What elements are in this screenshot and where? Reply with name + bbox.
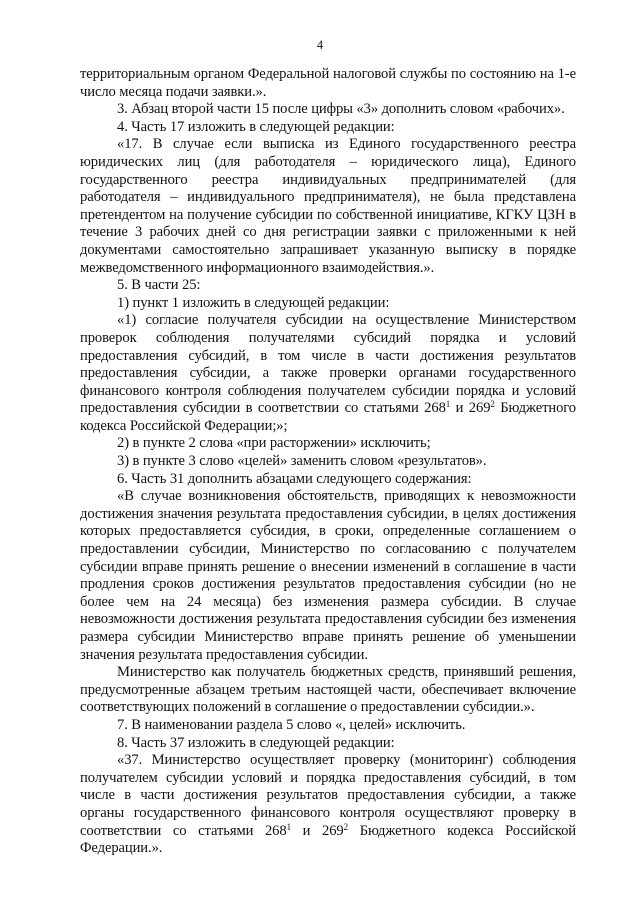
superscript-1: 1 xyxy=(445,399,451,410)
paragraph-15-text-c: Бюджетного кодекса Российской Федерации.». xyxy=(80,822,577,857)
paragraph-15-text-b: и 269 xyxy=(290,822,344,839)
paragraph-14: 8. Часть 37 изложить в следующей редакции: xyxy=(117,734,395,751)
paragraph-12: Министерство как получатель бюджетных средств, принявший решения, предусмотренные абзацем третьим настоящей части, обеспечивает включение соответствующих положений в соглашение о предоставлении субсидии.». xyxy=(80,664,576,716)
superscript-2: 2 xyxy=(490,399,495,410)
paragraph-1: территориальным органом Федеральной налоговой службы по состоянию на 1-е число месяца подачи заявки.». xyxy=(80,66,576,100)
paragraph-3: 4. Часть 17 изложить в следующей редакции: xyxy=(117,118,395,135)
paragraph-13: 7. В наименовании раздела 5 слово «, целей» исключить. xyxy=(117,716,466,733)
document-body xyxy=(80,66,576,858)
paragraph-7 xyxy=(80,312,576,435)
superscript-3: 1 xyxy=(286,821,291,832)
paragraph-11: «В случае возникновения обстоятельств, приводящих к невозможности достижения значения результата предоставления субсидии, в целях достижения которых предоставляется субсидия, в сроки, определенные соглашением о предоставлении субсидии, Министерство по согласованию с получателем субсидии вправе принять решение о внесении изменений в соглашение в части продления сроков достижения результатов предоставления субсидии (но не более чем на 24 месяца) без изменения размера субсидии. В случае невозможности достижения результата предоставления субсидии без изменения размера субсидии Министерство вправе принять решение об уменьшении значения результата предоставления субсидии. xyxy=(80,488,576,663)
paragraph-5: 5. В части 25: xyxy=(117,277,201,294)
paragraph-15 xyxy=(80,752,576,858)
page-number: 4 xyxy=(316,38,324,52)
paragraph-7-text-a: «1) согласие получателя субсидии на осуществление Министерством проверок соблюдения получателями субсидий порядка и условий предоставления субсидий, в том числе в части достижения результатов предоставления субсидии, а также проверки органами государственного финансового контроля соблюдения получателем субсидии порядка и условий предоставления субсидии в соответствии со статьями 268 xyxy=(80,312,576,417)
paragraph-9: 3) в пункте 3 слово «целей» заменить словом «результатов». xyxy=(117,453,487,470)
paragraph-7-text-b: и 269 xyxy=(450,400,491,417)
paragraph-4: «17. В случае если выписка из Единого государственного реестра юридических лиц (для работодателя – юридического лица), Единого государственного реестра индивидуальных предпринимателей (для работодателя – индивидуального предпринимателя), не была представлена претендентом на получение субсидии по собственной инициативе, КГКУ ЦЗН в течение 3 рабочих дней со дня регистрации заявки с приложенными к ней документами самостоятельно запрашивает указанную выписку в порядке межведомственного информационного взаимодействия.». xyxy=(80,136,576,276)
paragraph-6: 1) пункт 1 изложить в следующей редакции: xyxy=(117,294,390,311)
paragraph-7-text-c: Бюджетного кодекса Российской Федерации;»; xyxy=(80,400,576,434)
paragraph-10: 6. Часть 31 дополнить абзацами следующего содержания: xyxy=(117,470,472,487)
paragraph-2: 3. Абзац второй части 15 после цифры «3» дополнить словом «рабочих». xyxy=(117,101,565,118)
paragraph-15-text-a: «37. Министерство осуществляет проверку (мониторинг) соблюдения получателем субсидии условий и порядка предоставления субсидий, в том числе в части достижения результатов предоставления субсидии, а также органы государственного финансового контроля осуществляют проверку в соответствии со статьями 268 xyxy=(80,752,576,839)
paragraph-8: 2) в пункте 2 слова «при расторжении» исключить; xyxy=(117,435,431,452)
superscript-4: 2 xyxy=(343,821,349,832)
